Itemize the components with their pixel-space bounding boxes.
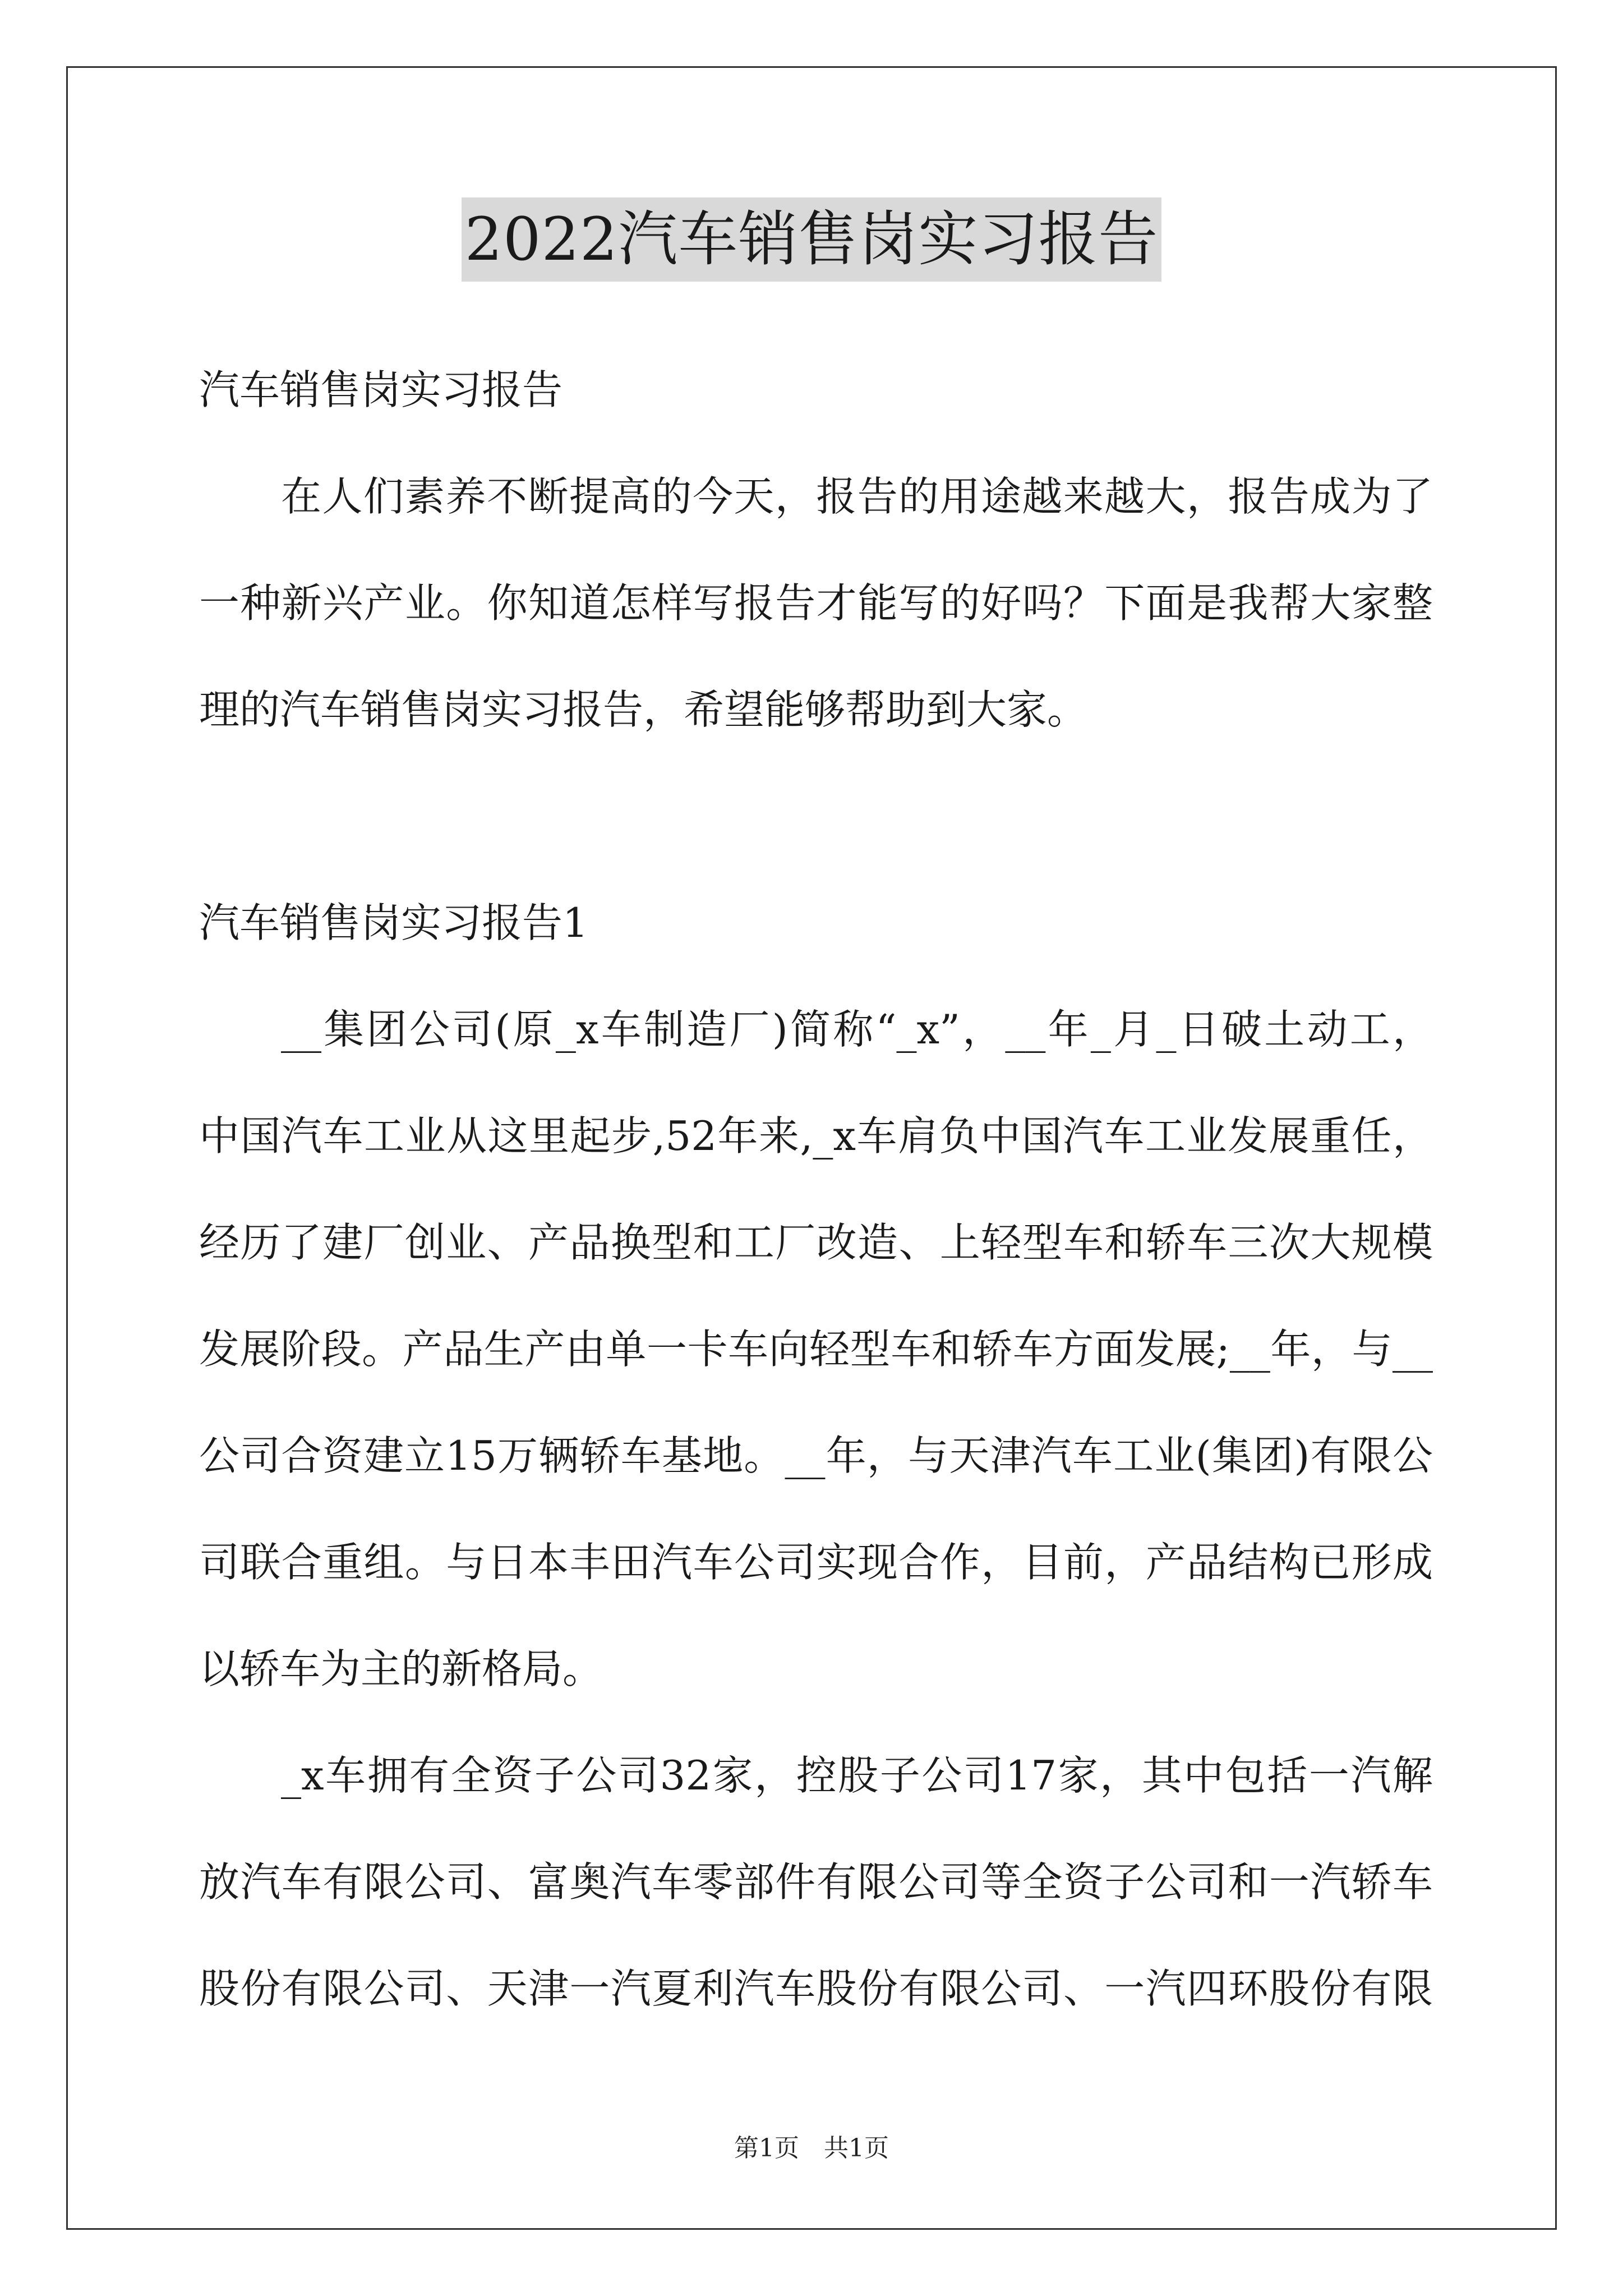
document-body bbox=[199, 337, 1433, 2042]
paragraph-line: 股份有限公司、天津一汽夏利汽车股份有限公司、一汽四环股份有限 bbox=[199, 1965, 1433, 2012]
intro-line: 一种新兴产业。你知道怎样写报告才能写的好吗？下面是我帮大家整 bbox=[199, 579, 1433, 627]
paragraph-line: 以轿车为主的新格局。 bbox=[199, 1645, 603, 1692]
paragraph-line: __集团公司(原_x车制造厂)简称“_x”，__年_月_日破土动工， bbox=[281, 1006, 1433, 1053]
section-heading: 汽车销售岗实习报告1 bbox=[199, 899, 588, 946]
paragraph-line: 公司合资建立15万辆轿车基地。__年，与天津汽车工业(集团)有限公 bbox=[199, 1432, 1433, 1479]
paragraph-line: 经历了建厂创业、产品换型和工厂改造、上轻型车和轿车三次大规模 bbox=[199, 1219, 1433, 1266]
paragraph-line: 放汽车有限公司、富奥汽车零部件有限公司等全资子公司和一汽轿车 bbox=[199, 1858, 1433, 1906]
title-container bbox=[0, 197, 1623, 282]
document-subtitle: 汽车销售岗实习报告 bbox=[199, 366, 563, 413]
page-footer: 第1页 共1页 bbox=[734, 2134, 889, 2162]
intro-line: 理的汽车销售岗实习报告，希望能够帮助到大家。 bbox=[199, 686, 1088, 733]
paragraph-line: 司联合重组。与日本丰田汽车公司实现合作，目前，产品结构已形成 bbox=[199, 1539, 1433, 1586]
document-title: 2022汽车销售岗实习报告 bbox=[462, 197, 1162, 282]
paragraph-line: 发展阶段。产品生产由单一卡车向轻型车和轿车方面发展;__年，与__ bbox=[199, 1326, 1433, 1373]
intro-line: 在人们素养不断提高的今天，报告的用途越来越大，报告成为了 bbox=[281, 473, 1433, 520]
spacer bbox=[199, 763, 1433, 869]
paragraph-line: 中国汽车工业从这里起步,52年来,_x车肩负中国汽车工业发展重任， bbox=[199, 1112, 1433, 1159]
paragraph-line: _x车拥有全资子公司32家，控股子公司17家，其中包括一汽解 bbox=[281, 1752, 1433, 1799]
